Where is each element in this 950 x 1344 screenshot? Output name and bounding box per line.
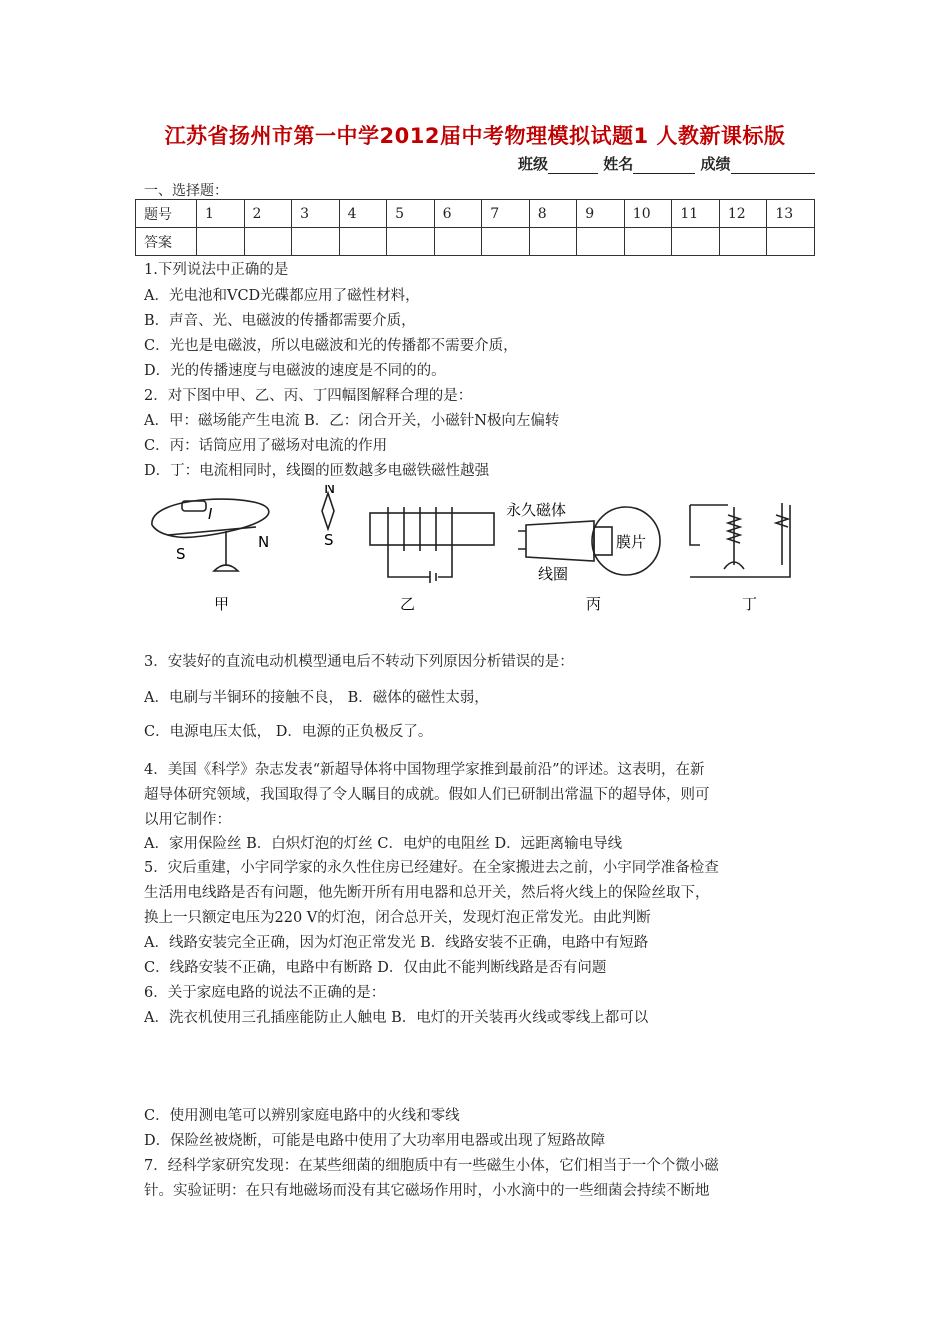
table-cell: 13 (767, 200, 815, 228)
question-line: 换上一只额定电压为220 V的灯泡，闭合总开关，发现灯泡正常发光。由此判断 (144, 910, 651, 926)
answer-cell[interactable] (482, 228, 530, 256)
answer-row (136, 228, 815, 256)
answer-cell[interactable] (339, 228, 387, 256)
option-line: A．洗衣机使用三孔插座能防止人触电 B．电灯的开关装再火线或零线上都可以 (144, 1010, 649, 1026)
score-label: 成绩 (700, 155, 731, 173)
option-line: C．使用测电笔可以辨别家庭电路中的火线和零线 (144, 1108, 460, 1124)
option-line: A．家用保险丝 B．白炽灯泡的灯丝 C．电炉的电阻丝 D．远距离输电导线 (144, 836, 623, 852)
question-number-row (136, 200, 815, 228)
compass-needle (168, 527, 256, 535)
question-2-figure (138, 485, 814, 615)
option-line: D．保险丝被烧断，可能是电路中使用了大功率用电器或出现了短路故障 (144, 1133, 606, 1149)
page-title: 江苏省扬州市第一中学2012届中考物理模拟试题1 人教新课标版 (164, 124, 786, 148)
label-s: S (324, 531, 334, 549)
answer-cell[interactable] (197, 228, 245, 256)
option-line: A．线路安装完全正确，因为灯泡正常发光 B．线路安装不正确，电路中有短路 (144, 935, 649, 951)
table-cell: 6 (434, 200, 482, 228)
circuit-wire (690, 505, 790, 577)
circuit-wire (388, 551, 452, 577)
option-line: A．甲：磁场能产生电流 B．乙：闭合开关，小磁针N极向左偏转 (144, 413, 560, 429)
answer-cell[interactable] (244, 228, 292, 256)
option-line: D．光的传播速度与电磁波的速度是不同的的。 (144, 363, 446, 379)
option-line: A．光电池和VCD光碟都应用了磁性材料， (144, 288, 420, 304)
score-blank[interactable] (731, 159, 815, 174)
caption-yi: 乙 (400, 595, 416, 613)
answer-cell[interactable] (529, 228, 577, 256)
question-6: 6．关于家庭电路的说法不正确的是： (144, 985, 386, 1001)
table-cell: 7 (482, 200, 530, 228)
answer-cell[interactable] (292, 228, 340, 256)
option-line: C．丙：话筒应用了磁场对电流的作用 (144, 438, 388, 454)
table-cell: 11 (672, 200, 720, 228)
option-line: C．光也是电磁波，所以电磁波和光的传播都不需要介质， (144, 338, 518, 354)
answer-cell[interactable] (719, 228, 767, 256)
question-3: 3．安装好的直流电动机模型通电后不转动下列原因分析错误的是： (144, 654, 574, 670)
option-line: B．声音、光、电磁波的传播都需要介质， (144, 313, 416, 329)
question-line: 超导体研究领域，我国取得了令人瞩目的成就。假如人们已研制出常温下的超导体，则可 (144, 787, 710, 803)
answer-table (135, 199, 815, 256)
label-coil: 线圈 (538, 565, 569, 583)
coil-turns (776, 515, 788, 527)
option-line: C．电源电压太低， D．电源的正负极反了。 (144, 724, 433, 740)
mic-coil (594, 527, 612, 555)
nail-cores (734, 503, 782, 565)
question-7: 7．经科学家研究发现：在某些细菌的细胞质中有一些磁生小体，它们相当于一个个微小磁 (144, 1158, 719, 1174)
answer-cell[interactable] (767, 228, 815, 256)
label-s: S (176, 545, 186, 563)
question-line: 生活用电线路是否有问题，他先断开所有用电器和总开关，然后将火线上的保险丝取下， (144, 885, 710, 901)
mic-leads (518, 531, 526, 549)
class-blank[interactable] (548, 159, 598, 174)
label-film: 膜片 (616, 533, 647, 551)
label-magnet: 永久磁体 (506, 501, 567, 519)
compass-base (214, 565, 238, 571)
needle-icon (322, 493, 334, 529)
option-line: A．电刷与半铜环的接触不良， B．磁体的磁性太弱， (144, 690, 489, 706)
question-line: 针。实验证明：在只有地磁场而没有其它磁场作用时，小水滴中的一些细菌会持续不断地 (144, 1183, 710, 1199)
table-cell: 5 (387, 200, 435, 228)
table-cell: 9 (577, 200, 625, 228)
table-cell: 4 (339, 200, 387, 228)
name-blank[interactable] (633, 159, 695, 174)
battery-cell (430, 571, 436, 583)
option-line: D．丁：电流相同时，线圈的匝数越多电磁铁磁性越强 (144, 463, 490, 479)
row-label: 题号 (136, 200, 197, 228)
question-5: 5．灾后重建，小宇同学家的永久性住房已经建好。在全家搬进去之前，小宇同学准备检查 (144, 860, 719, 876)
table-cell: 10 (624, 200, 672, 228)
table-cell: 12 (719, 200, 767, 228)
class-label: 班级 (518, 155, 549, 173)
table-cell: 3 (292, 200, 340, 228)
caption-jia: 甲 (214, 595, 230, 613)
question-line: 以用它制作： (144, 812, 231, 828)
answer-cell[interactable] (387, 228, 435, 256)
question-1: 1.下列说法中正确的是 (144, 262, 289, 278)
question-4: 4．美国《科学》杂志发表“新超导体将中国物理学家推到最前沿”的评述。这表明，在新 (144, 762, 705, 778)
table-cell: 8 (529, 200, 577, 228)
answer-cell[interactable] (672, 228, 720, 256)
answer-cell[interactable] (434, 228, 482, 256)
option-line: C．线路安装不正确，电路中有断路 D．仅由此不能判断线路是否有问题 (144, 960, 607, 976)
row-label: 答案 (136, 228, 197, 256)
caption-bing: 丙 (586, 595, 602, 613)
table-cell: 2 (244, 200, 292, 228)
student-info (518, 153, 815, 174)
label-i: I (208, 505, 213, 523)
answer-cell[interactable] (624, 228, 672, 256)
table-cell: 1 (197, 200, 245, 228)
mic-magnet (526, 521, 594, 561)
section-heading: 一、选择题： (144, 183, 228, 199)
figure-svg (138, 485, 814, 615)
caption-ding: 丁 (742, 595, 758, 613)
label-n: N (324, 485, 336, 497)
label-n: N (258, 533, 270, 551)
question-2: 2．对下图中甲、乙、丙、丁四幅图解释合理的是： (144, 388, 473, 404)
answer-cell[interactable] (577, 228, 625, 256)
name-label: 姓名 (603, 155, 634, 173)
